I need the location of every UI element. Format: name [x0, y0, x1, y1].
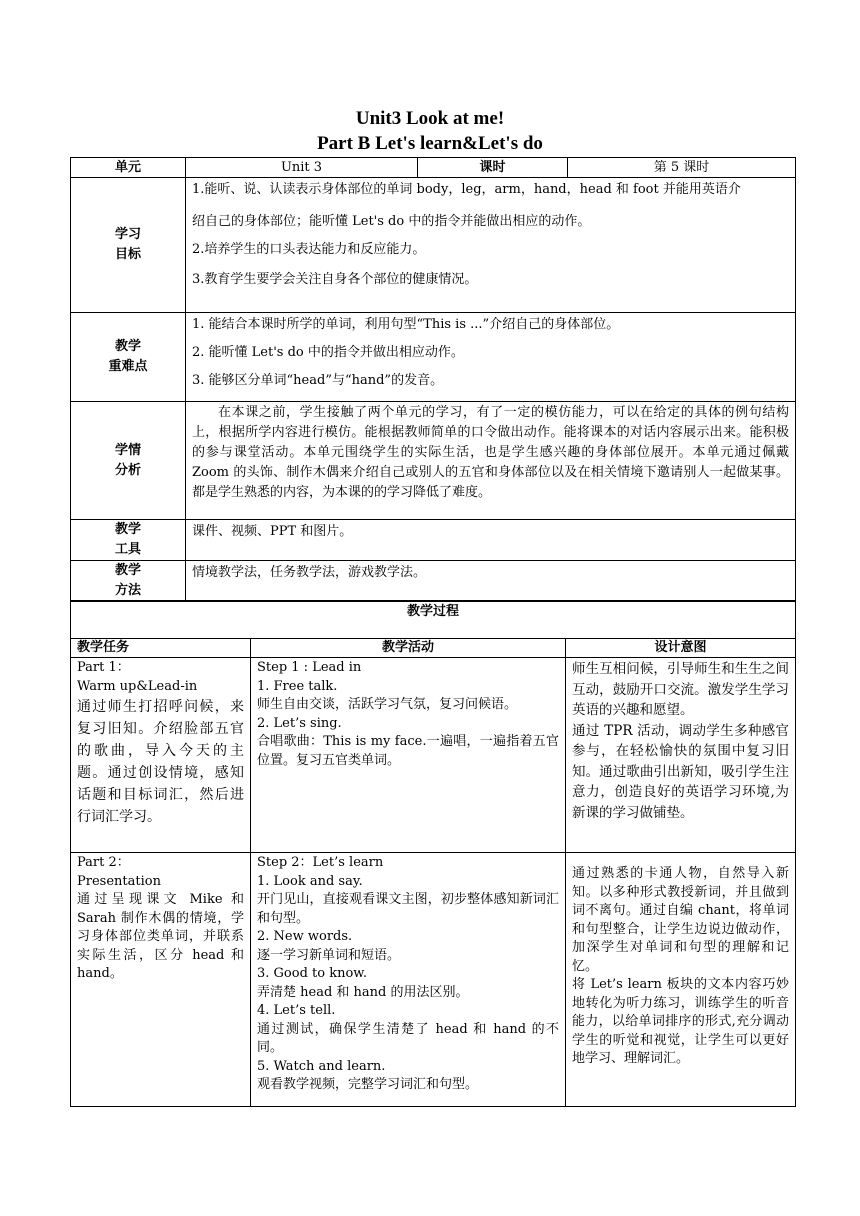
objectives-label	[71, 178, 186, 313]
activity-line: 5. Watch and learn.	[257, 1058, 386, 1074]
part2-task-desc: 通过呈现课文 Mike 和 Sarah 制作木偶的情境，学习身体部位类单词，并联系实际生活，区分 head 和 hand。	[77, 892, 244, 981]
activity-line: 3. Good to know.	[257, 966, 368, 981]
key-points-label	[71, 313, 186, 402]
part1-intent	[566, 658, 796, 853]
document-subtitle: Part B Let's learn&Let's do	[317, 133, 543, 154]
period-label: 课时	[418, 158, 568, 178]
unit-label: 单元	[71, 158, 186, 178]
key-points-label-text: 教学 重难点	[108, 339, 148, 374]
analysis-label-text: 学情 分析	[114, 442, 141, 478]
activity-line: 合唱歌曲：This is my face.一遍唱，一遍指着五官位置。复习五官类单词。	[257, 734, 559, 768]
part1-activity	[251, 658, 566, 853]
activity-line: 4. Let’s tell.	[257, 1003, 336, 1018]
key-points-content	[186, 313, 796, 402]
unit-value: Unit 3	[186, 158, 418, 178]
objectives-label-text: 学习 目标	[114, 227, 141, 262]
key-point-line: 1. 能结合本课时所学的单词，利用句型“This is ...”介绍自己的身体部位。	[192, 317, 620, 332]
part1-task-title: Part 1：	[77, 660, 130, 675]
methods-label-text: 教学 方法	[114, 563, 141, 598]
activity-line: 2. New words.	[257, 929, 353, 944]
activity-line: 1. Look and say.	[257, 873, 363, 889]
activity-line: 1. Free talk.	[257, 678, 338, 694]
teaching-process-table	[70, 600, 796, 1107]
part2-activity	[251, 853, 566, 1107]
methods-content: 情境教学法，任务教学法，游戏教学法。	[186, 561, 796, 602]
objective-line: 1.能听、说、认读表示身体部位的单词 body，leg，arm，hand，head 和 foot 并能用英语介	[192, 182, 741, 197]
tools-label	[71, 520, 186, 561]
activity-line: Step 2：Let’s learn	[257, 855, 384, 870]
tools-label-text: 教学 工具	[114, 522, 141, 557]
intent-paragraph: 将 Let’s learn 板块的文本内容巧妙地转化为听力练习，训练学生的听音能力，以给单词排序的形式,充分调动学生的听觉和视觉，让学生可以更好地学习、理解词汇。	[572, 977, 789, 1066]
objective-line: 2.培养学生的口头表达能力和反应能力。	[192, 242, 426, 257]
part2-task-name: Presentation	[77, 873, 161, 889]
tools-content: 课件、视频、PPT 和图片。	[186, 520, 796, 561]
col-intent-header: 设计意图	[566, 639, 796, 658]
activity-line: 观看教学视频，完整学习词汇和句型。	[257, 1077, 479, 1092]
part2-intent	[566, 853, 796, 1107]
document-title: Unit3 Look at me!	[355, 108, 505, 129]
process-title: 教学过程	[71, 601, 796, 639]
part2-task-title: Part 2：	[77, 855, 130, 870]
part1-task-name: Warm up&Lead-in	[77, 678, 198, 694]
activity-line: 2. Let’s sing.	[257, 715, 342, 731]
period-value: 第 5 课时	[568, 158, 796, 178]
objective-line: 3.教育学生要学会关注自身各个部位的健康情况。	[192, 272, 478, 287]
col-task-header: 教学任务	[71, 639, 251, 658]
objective-line: 绍自己的身体部位；能听懂 Let's do 中的指令并能做出相应的动作。	[192, 214, 591, 229]
activity-line: 通过测试，确保学生清楚了 head 和 hand 的不同。	[257, 1021, 559, 1055]
analysis-label	[71, 402, 186, 520]
activity-line: 开门见山，直接观看课文主图，初步整体感知新词汇和句型。	[257, 892, 559, 926]
col-activity-header: 教学活动	[251, 639, 566, 658]
activity-line: Step 1 : Lead in	[257, 660, 362, 675]
lesson-info-table	[70, 157, 796, 602]
part1-task	[71, 658, 251, 853]
intent-paragraph: 通过 TPR 活动，调动学生多种感官参与，在轻松愉快的氛围中复习旧知。通过歌曲引出新知，吸引学生注意力，创造良好的英语学习环境,为新课的学习做铺垫。	[572, 722, 789, 821]
objectives-content	[186, 178, 796, 313]
analysis-content: 在本课之前，学生接触了两个单元的学习，有了一定的模仿能力，可以在给定的具体的例句结构上，根据所学内容进行模仿。能根据教师简单的口令做出动作。能将课本的对话内容展示出来。能积极的参与课堂活动。本单元围绕学生的实际生活，也是学生感兴趣的身体部位展开。本单元通过佩戴 Zoom 的头饰、制作木偶来介绍自己或别人的五官和身体部位以及在相关情境下邀请别人一起做某事。都是学生熟悉的内容，为本课的的学习降低了难度。	[186, 402, 796, 520]
methods-label	[71, 561, 186, 602]
activity-line: 逐一学习新单词和短语。	[257, 947, 401, 963]
activity-line: 师生自由交谈，活跃学习气氛，复习问候语。	[257, 697, 518, 712]
key-point-line: 3. 能够区分单词“head”与“hand”的发音。	[192, 373, 444, 388]
intent-paragraph: 师生互相问候，引导师生和生生之间互动，鼓励开口交流。激发学生学习英语的兴趣和愿望。	[572, 661, 789, 718]
intent-paragraph: 通过熟悉的卡通人物，自然导入新知。以多种形式教授新词，并且做到词不离句。通过自编 chant，将单词和句型整合，让学生边说边做动作，加深学生对单词和句型的理解和记忆。	[572, 866, 789, 974]
part2-task	[71, 853, 251, 1107]
activity-line: 弄清楚 head 和 hand 的用法区别。	[257, 984, 469, 1000]
key-point-line: 2. 能听懂 Let's do 中的指令并做出相应动作。	[192, 345, 464, 360]
part1-task-desc: 通过师生打招呼问候，来复习旧知。介绍脸部五官的歌曲，导入今天的主题。通过创设情境，感知话题和目标词汇，然后进行词汇学习。	[77, 699, 244, 825]
